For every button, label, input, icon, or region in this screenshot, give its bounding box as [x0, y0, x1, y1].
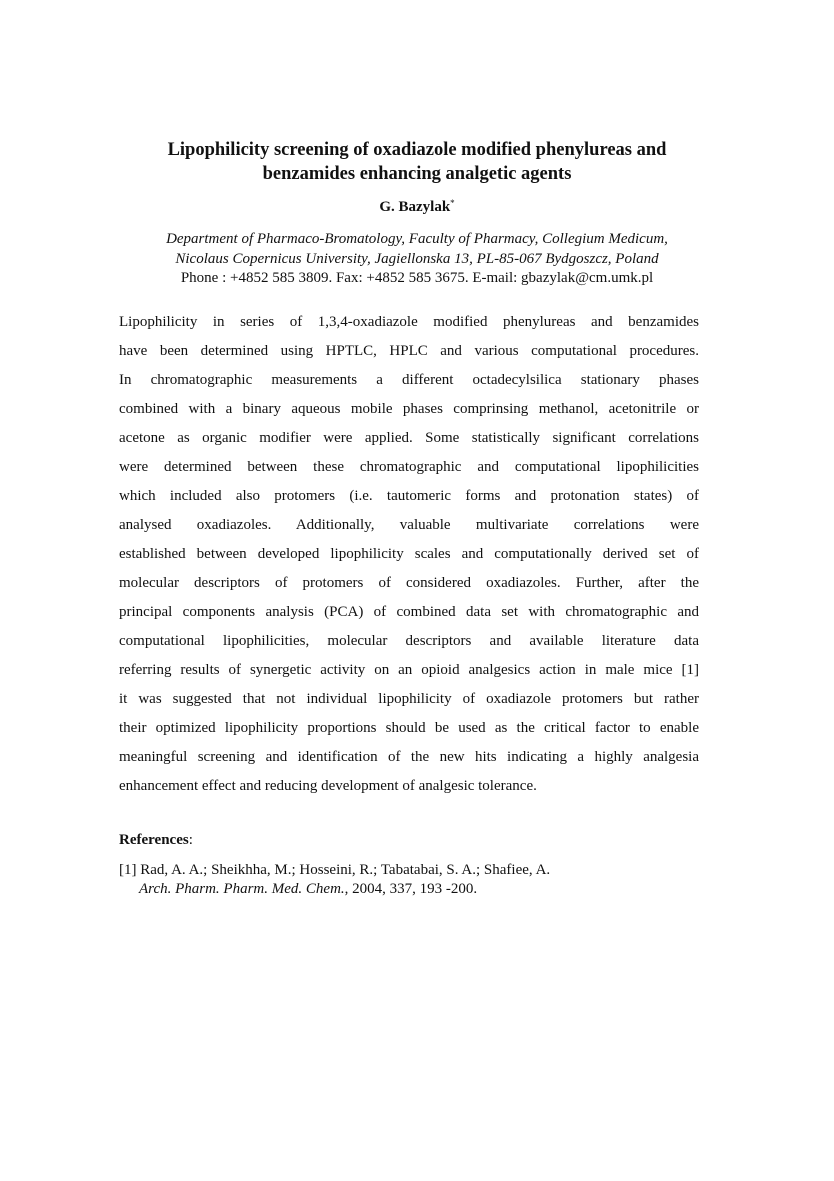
reference-details: , 2004, 337, 193 -200. — [344, 881, 478, 897]
abstract-line: combined with a binary aqueous mobile phases comprinsing methanol, acetonitrile or — [119, 401, 699, 417]
abstract-line: established between developed lipophilicity scales and computationally derived set of — [119, 546, 699, 562]
contact-line: Phone : +4852 585 3809. Fax: +4852 585 3675. E-mail: gbazylak@cm.umk.pl — [180, 270, 654, 286]
abstract-line: In chromatographic measurements a different octadecylsilica stationary phases — [119, 372, 699, 388]
abstract-line: molecular descriptors of protomers of considered oxadiazoles. Further, after the — [119, 575, 699, 591]
abstract-line: meaningful screening and identification of the new hits indicating a highly analgesia — [119, 749, 699, 765]
author-name: G. Bazylak — [379, 199, 451, 215]
abstract-line: Lipophilicity in series of 1,3,4-oxadiazole modified phenylureas and benzamides — [119, 314, 699, 330]
abstract-line: computational lipophilicities, molecular descriptors and available literature data — [119, 633, 699, 649]
abstract-line: referring results of synergetic activity on an opioid analgesics action in male mice [1] — [119, 662, 699, 678]
abstract-line: principal components analysis (PCA) of combined data set with chromatographic and — [119, 604, 699, 620]
references-heading-text: References — [119, 832, 189, 848]
affiliation-line-2: Nicolaus Copernicus University, Jagiellonska 13, PL-85-067 Bydgoszcz, Poland — [175, 250, 659, 267]
reference-number: [1] — [119, 862, 137, 878]
paper-title — [100, 138, 734, 186]
reference-item — [119, 861, 679, 899]
references-heading — [119, 832, 193, 849]
abstract-line: acetone as organic modifier were applied. Some statistically significant correlations — [119, 430, 699, 446]
reference-authors: Rad, A. A.; Sheikhha, M.; Hosseini, R.; Tabatabai, S. A.; Shafiee, A. — [140, 862, 551, 878]
corresponding-author-mark: * — [450, 198, 455, 208]
abstract-line: analysed oxadiazoles. Additionally, valuable multivariate correlations were — [119, 517, 699, 533]
abstract-line: it was suggested that not individual lipophilicity of oxadiazole protomers but rather — [119, 691, 699, 707]
abstract-line: which included also protomers (i.e. tautomeric forms and protonation states) of — [119, 488, 699, 504]
abstract-line: were determined between these chromatographic and computational lipophilicities — [119, 459, 699, 475]
abstract-line: have been determined using HPTLC, HPLC and various computational procedures. — [119, 343, 699, 359]
title-line-1: Lipophilicity screening of oxadiazole modified phenylureas and — [167, 140, 667, 160]
title-line-2: benzamides enhancing analgetic agents — [262, 164, 572, 184]
abstract-line: their optimized lipophilicity proportions should be used as the critical factor to enable — [119, 720, 699, 736]
author — [100, 193, 734, 217]
references-heading-colon: : — [188, 832, 193, 848]
abstract — [119, 308, 699, 801]
reference-journal: Arch. Pharm. Pharm. Med. Chem. — [139, 881, 345, 897]
affiliation-line-1: Department of Pharmaco-Bromatology, Faculty of Pharmacy, Collegium Medicum, — [166, 231, 668, 247]
reference-source — [119, 880, 679, 899]
affiliation — [100, 230, 734, 289]
abstract-line: enhancement effect and reducing development of analgesic tolerance. — [119, 778, 537, 794]
